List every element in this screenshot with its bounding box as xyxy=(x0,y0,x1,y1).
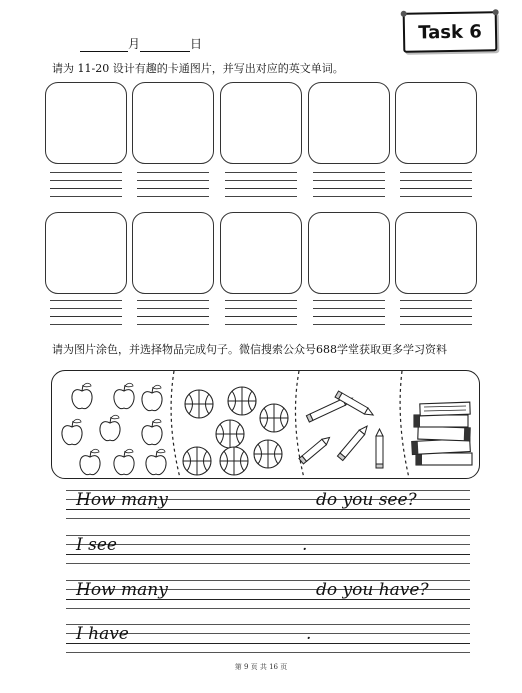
drawing-box[interactable] xyxy=(220,82,302,164)
sentence-writing-lines[interactable] xyxy=(66,580,470,616)
word-writing-lines[interactable] xyxy=(313,165,385,197)
basketball-icon xyxy=(254,440,282,468)
month-blank[interactable] xyxy=(80,39,128,52)
sentence-start: How many xyxy=(76,490,168,510)
sentence-end: . xyxy=(306,624,312,644)
sentence-end: do you have? xyxy=(316,580,429,600)
pencil-icon xyxy=(299,435,332,464)
word-writing-lines[interactable] xyxy=(225,165,297,197)
word-writing-lines[interactable] xyxy=(400,293,472,325)
sentence-writing-lines[interactable] xyxy=(66,490,470,526)
sentence-writing-lines[interactable] xyxy=(66,535,470,571)
guide-line xyxy=(66,563,470,564)
drawing-box[interactable] xyxy=(395,212,477,294)
guide-line xyxy=(66,608,470,609)
basketball-icon xyxy=(185,390,213,418)
day-label: 日 xyxy=(190,37,203,51)
pencils-group xyxy=(299,391,383,468)
section2-instruction: 请为图片涂色，并选择物品完成句子。微信搜索公众号688学堂获取更多学习资料 xyxy=(52,343,447,356)
guide-line xyxy=(66,535,470,536)
basketball-icon xyxy=(260,404,288,432)
basketball-icon xyxy=(216,420,244,448)
sentence-start: How many xyxy=(76,580,168,600)
sentence-end: do you see? xyxy=(316,490,417,510)
pin-icon xyxy=(493,9,499,15)
basketball-icon xyxy=(183,447,211,475)
apple-icon xyxy=(142,419,162,444)
sentence-start: I see xyxy=(76,535,117,555)
guide-line xyxy=(66,518,470,519)
word-writing-lines[interactable] xyxy=(313,293,385,325)
apple-icon xyxy=(114,449,134,474)
page-number: 第 9 页 共 16 页 xyxy=(234,663,288,671)
guide-line xyxy=(66,652,470,653)
word-writing-lines[interactable] xyxy=(137,165,209,197)
day-blank[interactable] xyxy=(140,39,190,52)
month-label: 月 xyxy=(128,37,141,51)
basketball-icon xyxy=(228,387,256,415)
guide-line xyxy=(66,544,470,545)
basketball-icon xyxy=(220,447,248,475)
basketballs-group xyxy=(183,387,288,475)
sentence-writing-lines[interactable] xyxy=(66,624,470,660)
word-writing-lines[interactable] xyxy=(400,165,472,197)
sentence-start: I have xyxy=(76,624,129,644)
drawing-box[interactable] xyxy=(395,82,477,164)
apple-icon xyxy=(100,415,120,440)
drawing-box[interactable] xyxy=(132,212,214,294)
coloring-illustration xyxy=(52,371,479,478)
date-line xyxy=(80,35,202,53)
apple-icon xyxy=(80,449,100,474)
apple-icon xyxy=(62,419,82,444)
apples-group xyxy=(62,383,166,474)
task-badge xyxy=(403,11,498,53)
pin-icon xyxy=(401,11,407,17)
task-badge-label: Task 6 xyxy=(418,20,482,44)
pencil-icon xyxy=(376,429,383,468)
apple-icon xyxy=(72,383,92,408)
apple-icon xyxy=(142,385,162,410)
word-writing-lines[interactable] xyxy=(50,293,122,325)
section1-instruction: 请为 11-20 设计有趣的卡通图片，并写出对应的英文单词。 xyxy=(52,62,344,75)
drawing-box[interactable] xyxy=(308,82,390,164)
apple-icon xyxy=(114,383,134,408)
drawing-box[interactable] xyxy=(132,82,214,164)
word-writing-lines[interactable] xyxy=(137,293,209,325)
sentence-end: . xyxy=(302,535,308,555)
drawing-box[interactable] xyxy=(220,212,302,294)
book-stack-icon xyxy=(412,402,472,465)
divider-line xyxy=(171,371,180,478)
drawing-box[interactable] xyxy=(308,212,390,294)
divider-line xyxy=(400,371,409,478)
drawing-box[interactable] xyxy=(45,82,127,164)
guide-line xyxy=(66,554,470,555)
word-writing-lines[interactable] xyxy=(225,293,297,325)
word-writing-lines[interactable] xyxy=(50,165,122,197)
apple-icon xyxy=(146,449,166,474)
coloring-panel[interactable] xyxy=(51,370,480,479)
pencil-icon xyxy=(337,424,369,461)
drawing-box[interactable] xyxy=(45,212,127,294)
